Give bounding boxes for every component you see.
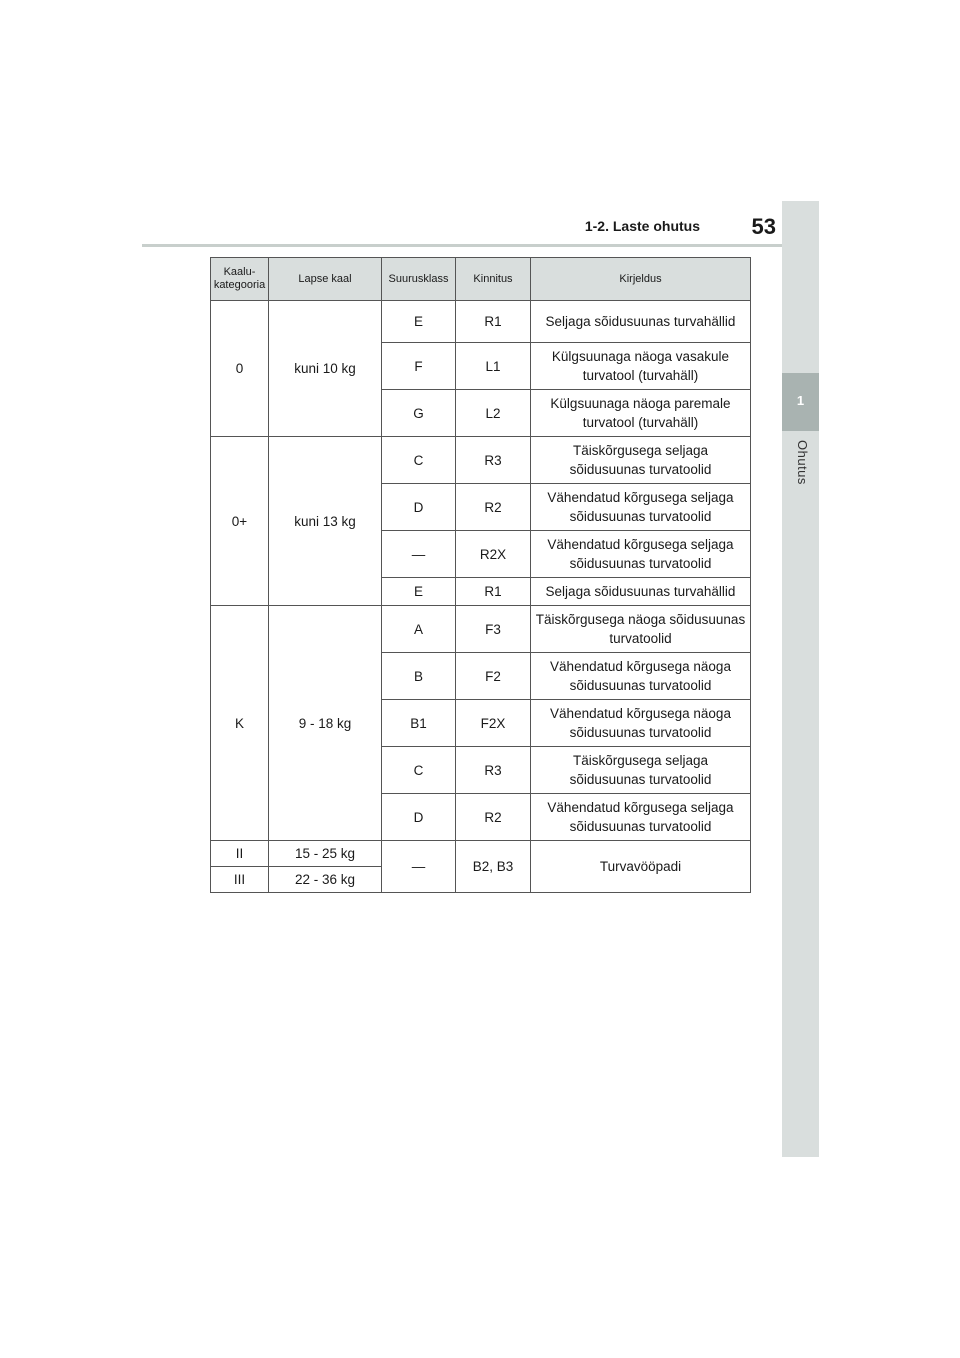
- description-cell: Turvavööpadi: [531, 841, 751, 893]
- table-row: [211, 841, 751, 867]
- header-fixture: Kinnitus: [456, 258, 531, 301]
- fixture-cell: L1: [456, 343, 531, 390]
- header-description: Kirjeldus: [531, 258, 751, 301]
- child-seat-table: [210, 257, 751, 893]
- size-class-cell: —: [382, 841, 456, 893]
- table-row: [211, 606, 751, 653]
- chapter-label: Ohutus: [795, 440, 810, 485]
- header-child-weight: Lapse kaal: [269, 258, 382, 301]
- chapter-side-tab: [782, 201, 819, 1157]
- header-divider: [142, 244, 782, 247]
- description-cell: Vähendatud kõrgusega seljaga sõidusuunas turvatoolid: [531, 794, 751, 841]
- size-class-cell: E: [382, 301, 456, 343]
- description-cell: Täiskõrgusega seljaga sõidusuunas turvatoolid: [531, 747, 751, 794]
- fixture-cell: F2X: [456, 700, 531, 747]
- description-cell: Seljaga sõidusuunas turvahällid: [531, 301, 751, 343]
- fixture-cell: R3: [456, 747, 531, 794]
- size-class-cell: D: [382, 484, 456, 531]
- size-class-cell: G: [382, 390, 456, 437]
- fixture-cell: F3: [456, 606, 531, 653]
- fixture-cell: B2, B3: [456, 841, 531, 893]
- header-weight-category: Kaalu- kategooria: [211, 258, 269, 301]
- child-weight-cell: 9 - 18 kg: [269, 606, 382, 841]
- size-class-cell: C: [382, 437, 456, 484]
- table-row: [211, 301, 751, 343]
- section-title: 1-2. Laste ohutus: [584, 218, 700, 234]
- weight-category-cell: II: [211, 841, 269, 867]
- size-class-cell: —: [382, 531, 456, 578]
- table-header-row: [211, 258, 751, 301]
- description-cell: Täiskõrgusega näoga sõidusuunas turvatoolid: [531, 606, 751, 653]
- fixture-cell: R2: [456, 484, 531, 531]
- size-class-cell: D: [382, 794, 456, 841]
- description-cell: Külgsuunaga näoga paremale turvatool (turvahäll): [531, 390, 751, 437]
- description-cell: Vähendatud kõrgusega näoga sõidusuunas turvatoolid: [531, 700, 751, 747]
- fixture-cell: R2: [456, 794, 531, 841]
- fixture-cell: R1: [456, 301, 531, 343]
- table-row: [211, 437, 751, 484]
- fixture-cell: F2: [456, 653, 531, 700]
- child-weight-cell: kuni 13 kg: [269, 437, 382, 606]
- size-class-cell: E: [382, 578, 456, 606]
- size-class-cell: A: [382, 606, 456, 653]
- page-number: 53: [751, 214, 776, 239]
- size-class-cell: F: [382, 343, 456, 390]
- size-class-cell: B1: [382, 700, 456, 747]
- size-class-cell: C: [382, 747, 456, 794]
- weight-category-cell: 0: [211, 301, 269, 437]
- header-size-class: Suurusklass: [382, 258, 456, 301]
- description-cell: Vähendatud kõrgusega seljaga sõidusuunas turvatoolid: [531, 484, 751, 531]
- child-weight-cell: 22 - 36 kg: [269, 867, 382, 893]
- weight-category-cell: III: [211, 867, 269, 893]
- description-cell: Vähendatud kõrgusega näoga sõidusuunas turvatoolid: [531, 653, 751, 700]
- size-class-cell: B: [382, 653, 456, 700]
- child-weight-cell: kuni 10 kg: [269, 301, 382, 437]
- description-cell: Külgsuunaga näoga vasakule turvatool (turvahäll): [531, 343, 751, 390]
- fixture-cell: R3: [456, 437, 531, 484]
- description-cell: Seljaga sõidusuunas turvahällid: [531, 578, 751, 606]
- weight-category-cell: K: [211, 606, 269, 841]
- weight-category-cell: 0+: [211, 437, 269, 606]
- description-cell: Täiskõrgusega seljaga sõidusuunas turvatoolid: [531, 437, 751, 484]
- description-cell: Vähendatud kõrgusega seljaga sõidusuunas turvatoolid: [531, 531, 751, 578]
- fixture-cell: L2: [456, 390, 531, 437]
- fixture-cell: R2X: [456, 531, 531, 578]
- chapter-number: 1: [796, 393, 805, 408]
- fixture-cell: R1: [456, 578, 531, 606]
- child-weight-cell: 15 - 25 kg: [269, 841, 382, 867]
